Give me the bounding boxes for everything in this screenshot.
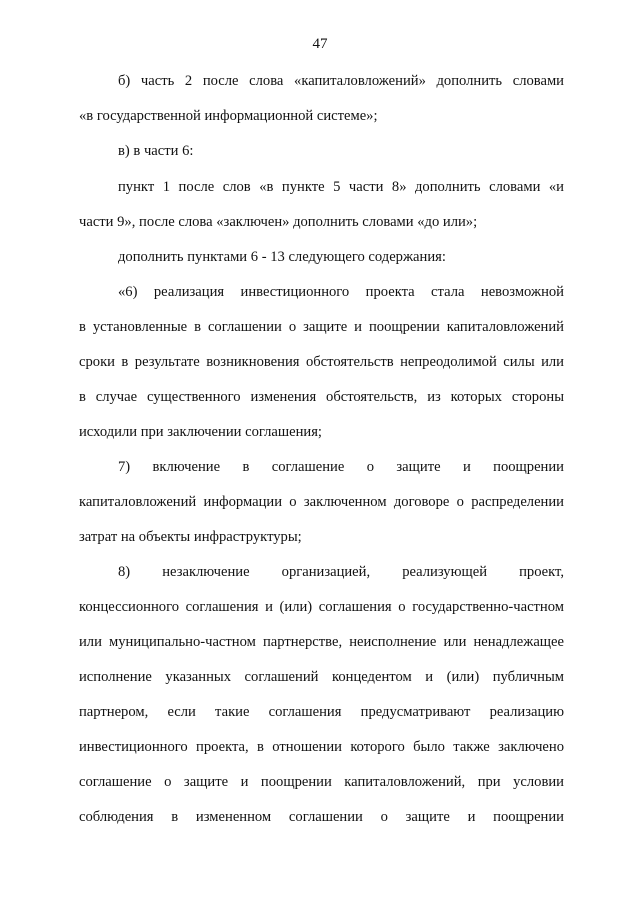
text-line: 7) включение в соглашение о защите и поощрении <box>118 459 564 475</box>
text-line: капиталовложений информации о заключенном договоре о распределении <box>79 494 564 510</box>
text-line: партнером, если такие соглашения предусматривают реализацию <box>79 704 564 720</box>
text-line: «6) реализация инвестиционного проекта стала невозможной <box>118 284 564 300</box>
text-line: в случае существенного изменения обстоятельств, из которых стороны <box>79 389 564 405</box>
text-line: соблюдения в измененном соглашении о защите и поощрении <box>79 809 564 825</box>
text-line: 8) незаключение организацией, реализующей проект, <box>118 564 564 580</box>
text-line: соглашение о защите и поощрении капиталовложений, при условии <box>79 774 564 790</box>
text-line: «в государственной информационной системе»; <box>79 108 378 124</box>
text-line: концессионного соглашения и (или) соглашения о государственно-частном <box>79 599 564 615</box>
text-line: или муниципально-частном партнерстве, неисполнение или ненадлежащее <box>79 634 564 650</box>
text-line: части 9», после слова «заключен» дополнить словами «до или»; <box>79 214 478 230</box>
text-line: затрат на объекты инфраструктуры; <box>79 529 302 545</box>
text-line: пункт 1 после слов «в пункте 5 части 8» дополнить словами «и <box>118 179 564 195</box>
text-line: исполнение указанных соглашений концедентом и (или) публичным <box>79 669 564 685</box>
text-line: в) в части 6: <box>118 143 194 159</box>
text-line: дополнить пунктами 6 - 13 следующего содержания: <box>118 249 446 265</box>
page-number: 47 <box>312 36 328 52</box>
text-line: сроки в результате возникновения обстоятельств непреодолимой силы или <box>79 354 564 370</box>
text-line: в установленные в соглашении о защите и поощрении капиталовложений <box>79 319 564 335</box>
text-line: б) часть 2 после слова «капиталовложений» дополнить словами <box>118 73 564 89</box>
text-line: инвестиционного проекта, в отношении которого было также заключено <box>79 739 564 755</box>
text-line: исходили при заключении соглашения; <box>79 424 322 440</box>
